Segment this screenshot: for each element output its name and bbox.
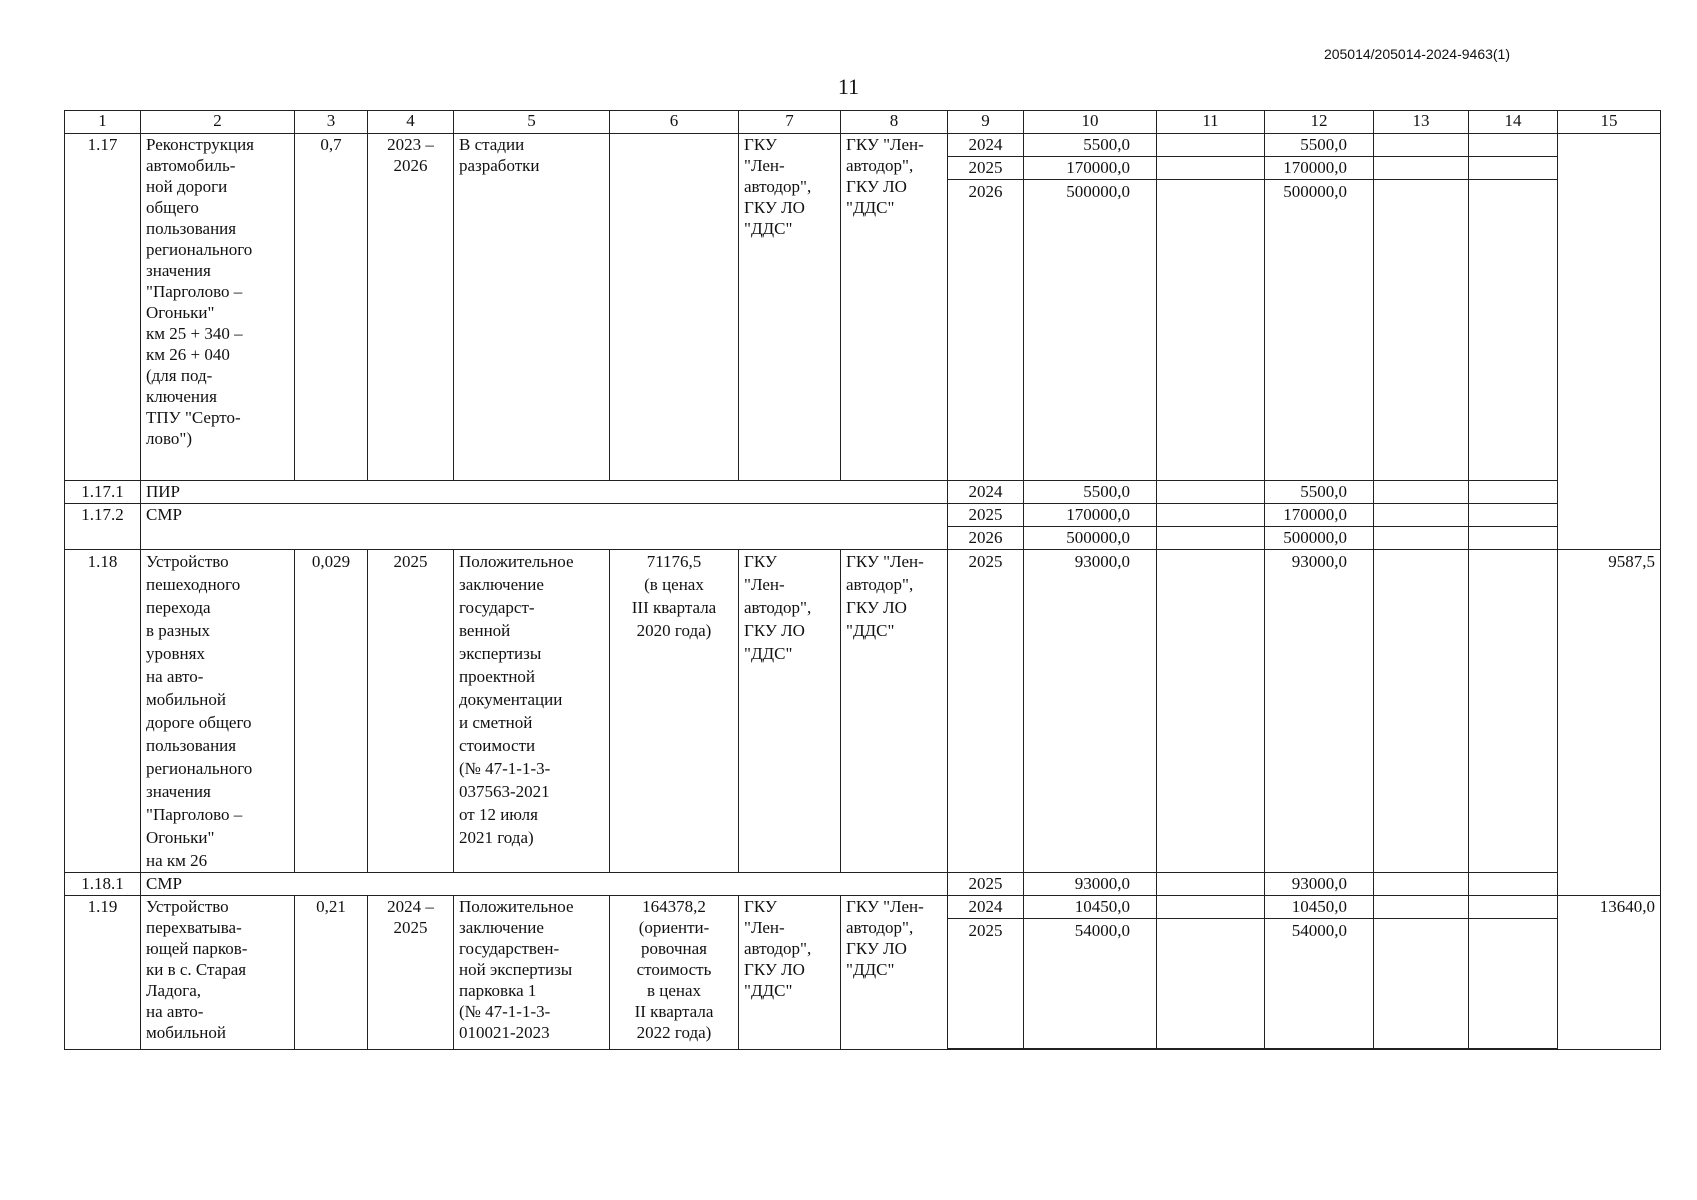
object-name: Устройство перехватыва- ющей парков- ки в с. Старая Ладога, на авто- мобильной xyxy=(141,896,295,1050)
status-text: Положительное заключение государст- венной экспертизы проектной документации и сметной стоимости (№ 47-1-1-3- 037563-2021 от 12 июля 2021 года) xyxy=(454,550,610,873)
page-number: 11 xyxy=(837,74,860,99)
header-cell: 10 xyxy=(1024,111,1157,134)
amount-col15: 9587,5 xyxy=(1558,550,1661,896)
amount-total: 54000,0 xyxy=(1024,919,1157,1050)
year-cell: 2024 xyxy=(948,481,1024,504)
table-row xyxy=(65,550,1661,873)
amount-total: 93000,0 xyxy=(1024,873,1157,896)
length-value: 0,029 xyxy=(295,550,368,873)
amount-total: 500000,0 xyxy=(1024,180,1157,481)
amount-col12: 170000,0 xyxy=(1265,157,1374,180)
table-row xyxy=(65,134,1661,157)
amount-col14 xyxy=(1469,550,1558,873)
header-cell: 15 xyxy=(1558,111,1661,134)
header-cell: 5 xyxy=(454,111,610,134)
year-cell: 2024 xyxy=(948,896,1024,919)
customer-text: ГКУ "Лен- автодор", ГКУ ЛО "ДДС" xyxy=(739,896,841,1050)
header-cell: 14 xyxy=(1469,111,1558,134)
object-name: СМР xyxy=(141,504,948,550)
amount-total: 5500,0 xyxy=(1024,481,1157,504)
amount-col11 xyxy=(1157,180,1265,481)
amount-col13 xyxy=(1374,873,1469,896)
amount-col12: 10450,0 xyxy=(1265,896,1374,919)
table-row xyxy=(65,896,1661,919)
length-value: 0,21 xyxy=(295,896,368,1050)
amount-col12: 5500,0 xyxy=(1265,481,1374,504)
amount-col11 xyxy=(1157,481,1265,504)
amount-col12: 93000,0 xyxy=(1265,873,1374,896)
period-value: 2025 xyxy=(368,550,454,873)
amount-col12: 93000,0 xyxy=(1265,550,1374,873)
cost-value xyxy=(610,134,739,481)
customer-text: ГКУ "Лен- автодор", ГКУ ЛО "ДДС" xyxy=(739,550,841,873)
year-cell: 2025 xyxy=(948,157,1024,180)
amount-col14 xyxy=(1469,919,1558,1050)
header-cell: 4 xyxy=(368,111,454,134)
cost-value: 71176,5 (в ценах III квартала 2020 года) xyxy=(610,550,739,873)
year-cell: 2025 xyxy=(948,919,1024,1050)
contractor-text: ГКУ "Лен- автодор", ГКУ ЛО "ДДС" xyxy=(841,550,948,873)
amount-total: 170000,0 xyxy=(1024,157,1157,180)
document-number: 205014/205014-2024-9463(1) xyxy=(1323,46,1510,62)
amount-col13 xyxy=(1374,504,1469,527)
amount-col12: 500000,0 xyxy=(1265,180,1374,481)
header-cell: 6 xyxy=(610,111,739,134)
header-cell: 8 xyxy=(841,111,948,134)
year-cell: 2025 xyxy=(948,873,1024,896)
amount-col12: 54000,0 xyxy=(1265,919,1374,1050)
header-cell: 1 xyxy=(65,111,141,134)
amount-col12: 5500,0 xyxy=(1265,134,1374,157)
object-name: Устройство пешеходного перехода в разных уровнях на авто- мобильной дороге общего пользования регионального значения "Парголово – Огоньки" на км 26 xyxy=(141,550,295,873)
amount-col11 xyxy=(1157,504,1265,527)
amount-col13 xyxy=(1374,157,1469,180)
amount-col12: 500000,0 xyxy=(1265,527,1374,550)
header-cell: 2 xyxy=(141,111,295,134)
amount-col11 xyxy=(1157,134,1265,157)
amount-col11 xyxy=(1157,527,1265,550)
status-text: Положительное заключение государствен- ной экспертизы парковка 1 (№ 47-1-1-3- 010021-2023 xyxy=(454,896,610,1050)
row-number: 1.17 xyxy=(65,134,141,481)
year-cell: 2024 xyxy=(948,134,1024,157)
row-number: 1.17.1 xyxy=(65,481,141,504)
amount-total: 5500,0 xyxy=(1024,134,1157,157)
amount-col13 xyxy=(1374,481,1469,504)
amount-total: 93000,0 xyxy=(1024,550,1157,873)
period-value: 2024 – 2025 xyxy=(368,896,454,1050)
amount-col14 xyxy=(1469,134,1558,157)
amount-col15: 13640,0 xyxy=(1558,896,1661,1050)
status-text: В стадии разработки xyxy=(454,134,610,481)
amount-col14 xyxy=(1469,873,1558,896)
amount-col13 xyxy=(1374,919,1469,1050)
amount-col11 xyxy=(1157,157,1265,180)
amount-col13 xyxy=(1374,180,1469,481)
amount-col14 xyxy=(1469,481,1558,504)
amount-col13 xyxy=(1374,896,1469,919)
row-number: 1.18 xyxy=(65,550,141,873)
amount-col11 xyxy=(1157,550,1265,873)
header-cell: 7 xyxy=(739,111,841,134)
header-row xyxy=(65,111,1661,134)
object-name: Реконструкция автомобиль- ной дороги общего пользования регионального значения "Парголово – Огоньки" км 25 + 340 – км 26 + 040 (для под- ключения ТПУ "Серто- лово") xyxy=(141,134,295,481)
data-table xyxy=(64,110,1661,1050)
table-row xyxy=(65,481,1661,504)
customer-text: ГКУ "Лен- автодор", ГКУ ЛО "ДДС" xyxy=(739,134,841,481)
amount-col11 xyxy=(1157,873,1265,896)
amount-total: 10450,0 xyxy=(1024,896,1157,919)
amount-col11 xyxy=(1157,896,1265,919)
amount-col14 xyxy=(1469,527,1558,550)
year-cell: 2026 xyxy=(948,180,1024,481)
amount-col14 xyxy=(1469,180,1558,481)
period-value: 2023 – 2026 xyxy=(368,134,454,481)
amount-col11 xyxy=(1157,919,1265,1050)
amount-col13 xyxy=(1374,527,1469,550)
header-cell: 13 xyxy=(1374,111,1469,134)
amount-total: 170000,0 xyxy=(1024,504,1157,527)
amount-col13 xyxy=(1374,134,1469,157)
amount-col14 xyxy=(1469,157,1558,180)
table-row xyxy=(65,873,1661,896)
table-row xyxy=(65,504,1661,527)
row-number: 1.17.2 xyxy=(65,504,141,550)
amount-col14 xyxy=(1469,896,1558,919)
row-number: 1.18.1 xyxy=(65,873,141,896)
object-name: ПИР xyxy=(141,481,948,504)
header-cell: 11 xyxy=(1157,111,1265,134)
year-cell: 2025 xyxy=(948,504,1024,527)
contractor-text: ГКУ "Лен- автодор", ГКУ ЛО "ДДС" xyxy=(841,896,948,1050)
length-value: 0,7 xyxy=(295,134,368,481)
amount-total: 500000,0 xyxy=(1024,527,1157,550)
contractor-text: ГКУ "Лен- автодор", ГКУ ЛО "ДДС" xyxy=(841,134,948,481)
header-cell: 9 xyxy=(948,111,1024,134)
object-name: СМР xyxy=(141,873,948,896)
header-cell: 3 xyxy=(295,111,368,134)
amount-col14 xyxy=(1469,504,1558,527)
cost-value: 164378,2 (ориенти- ровочная стоимость в ценах II квартала 2022 года) xyxy=(610,896,739,1050)
amount-col13 xyxy=(1374,550,1469,873)
row-number: 1.19 xyxy=(65,896,141,1050)
amount-col12: 170000,0 xyxy=(1265,504,1374,527)
amount-col15 xyxy=(1558,134,1661,550)
header-cell: 12 xyxy=(1265,111,1374,134)
year-cell: 2025 xyxy=(948,550,1024,873)
year-cell: 2026 xyxy=(948,527,1024,550)
